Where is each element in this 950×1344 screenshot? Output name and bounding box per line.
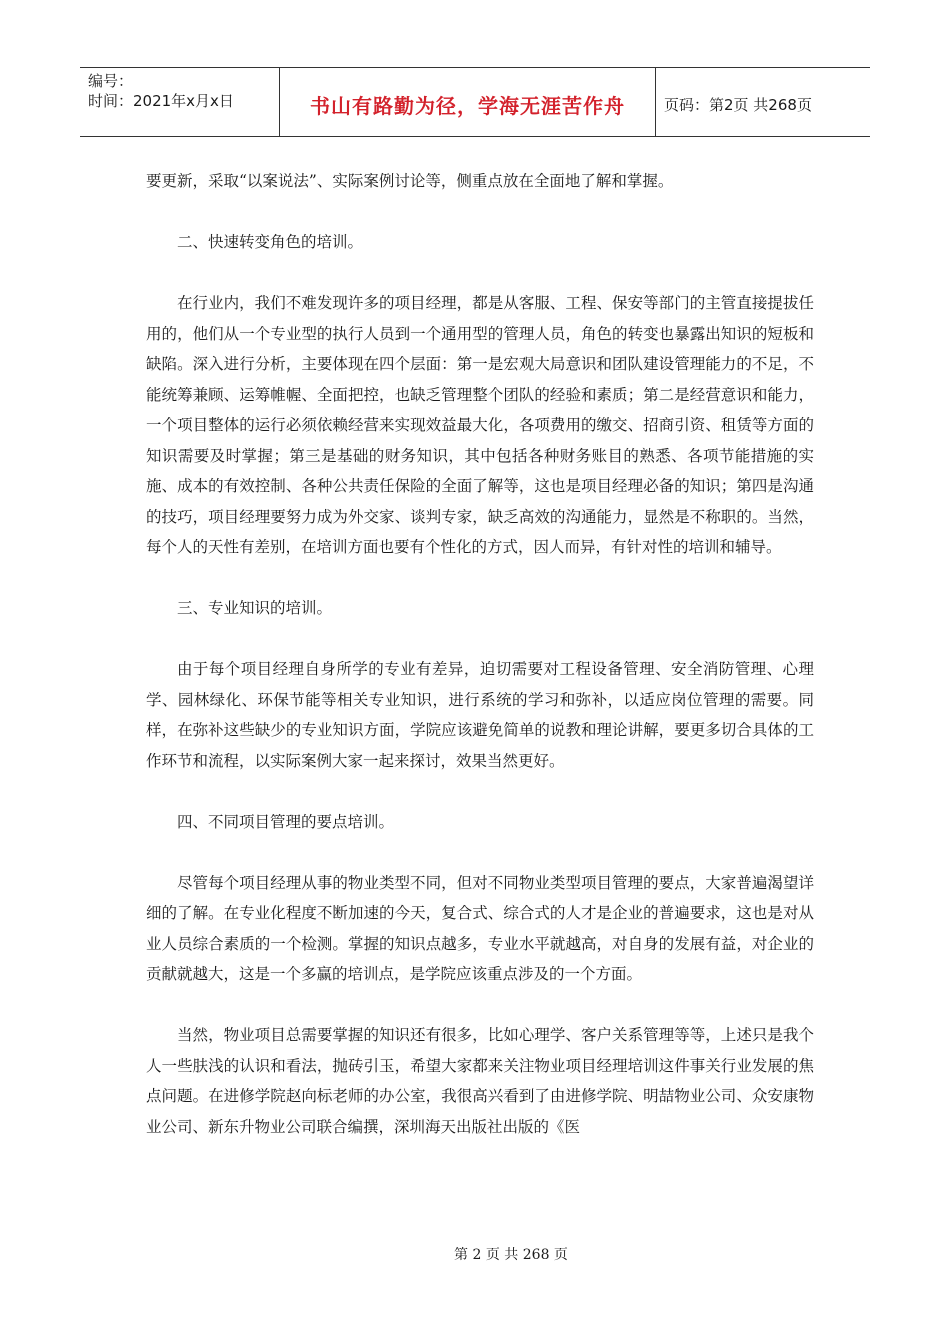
- time-label: 时间：2021年x月x日: [88, 92, 234, 110]
- paragraph-conclusion: 当然，物业项目总需要掌握的知识还有很多，比如心理学、客户关系管理等等，上述只是我个人一些肤浅的认识和看法，抛砖引玉，希望大家都来关注物业项目经理培训这件事关行业发展的焦点问题。在进修学院赵向标老师的办公室，我很高兴看到了由进修学院、明喆物业公司、众安康物业公司、新东升物业公司联合编撰，深圳海天出版社出版的《医: [146, 1026, 814, 1136]
- paragraph-continuation: 要更新，采取“以案说法”、实际案例讨论等，侧重点放在全面地了解和掌握。: [146, 172, 674, 190]
- page-footer: 第 2 页 共 268 页: [454, 1247, 568, 1263]
- section-heading-4: 四、不同项目管理的要点培训。: [177, 812, 395, 831]
- number-label: 编号：: [88, 72, 134, 90]
- document-body: [146, 166, 814, 1142]
- page-header: [80, 67, 870, 137]
- section-heading-2: 二、快速转变角色的培训。: [177, 233, 364, 251]
- paragraph-professional-knowledge: 由于每个项目经理自身所学的专业有差异，迫切需要对工程设备管理、安全消防管理、心理学、园林绿化、环保节能等相关专业知识，进行系统的学习和弥补，以适应岗位管理的需要。同样，在弥补这些缺少的专业知识方面，学院应该避免简单的说教和理论讲解，要更多切合具体的工作环节和流程，以实际案例大家一起来探讨，效果当然更好。: [146, 660, 814, 770]
- header-page-info: 页码：第2页 共268页: [664, 95, 812, 114]
- header-meta: [80, 68, 280, 136]
- section-heading-3: 三、专业知识的培训。: [177, 599, 333, 617]
- paragraph-project-management: 尽管每个项目经理从事的物业类型不同，但对不同物业类型项目管理的要点，大家普遍渴望详细的了解。在专业化程度不断加速的今天，复合式、综合式的人才是企业的普遍要求，这也是对从业人员综合素质的一个检测。掌握的知识点越多，专业水平就越高，对自身的发展有益，对企业的贡献就越大，这是一个多赢的培训点，是学院应该重点涉及的一个方面。: [146, 873, 814, 983]
- paragraph-role-change: 在行业内，我们不难发现许多的项目经理，都是从客服、工程、保安等部门的主管直接提拔任用的，他们从一个专业型的执行人员到一个通用型的管理人员，角色的转变也暴露出知识的短板和缺陷。深入进行分析，主要体现在四个层面：第一是宏观大局意识和团队建设管理能力的不足，不能统筹兼顾、运筹帷幄、全面把控，也缺乏管理整个团队的经验和素质；第二是经营意识和能力，一个项目整体的运行必须依赖经营来实现效益最大化，各项费用的缴交、招商引资、租赁等方面的知识需要及时掌握；第三是基础的财务知识，其中包括各种财务账目的熟悉、各项节能措施的实施、成本的有效控制、各种公共责任保险的全面了解等，这也是项目经理必备的知识；第四是沟通的技巧，项目经理要努力成为外交家、谈判专家，缺乏高效的沟通能力，显然是不称职的。当然，每个人的天性有差别，在培训方面也要有个性化的方式，因人而异，有针对性的培训和辅导。: [146, 294, 814, 556]
- header-motto: 书山有路勤为径，学海无涯苦作舟: [280, 68, 656, 136]
